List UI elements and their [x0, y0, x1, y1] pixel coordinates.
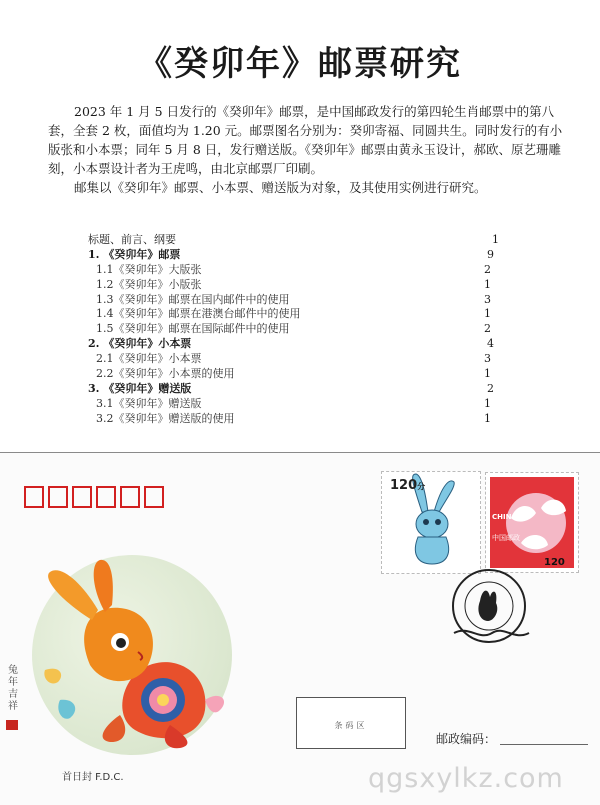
- zipcode-line: [500, 744, 588, 745]
- toc-label: 1.1《癸卯年》大版张: [96, 262, 202, 276]
- toc-page-count: 4: [487, 337, 494, 351]
- postcode-box: [24, 486, 44, 508]
- toc-page-count: 1: [484, 307, 491, 321]
- toc-page-count: 3: [484, 352, 491, 366]
- toc-page-count: 9: [487, 247, 494, 261]
- intro-paragraph-1: 2023 年 1 月 5 日发行的《癸卯年》邮票，是中国邮政发行的第四轮生肖邮票中的第八套，全套 2 枚，面值均为 1.20 元。邮票图名分别为：癸卯寄福、同圆共生。同时发行的有小版张和小本票；同年 5 月 8 日，发行赠送版。《癸卯年》邮票由黄永玉设计，郝欧、原艺珊雕刻，小本票设计者为王虎鸣，由北京邮票厂印刷。: [48, 104, 563, 176]
- toc-page-count: 1: [492, 233, 499, 246]
- toc-label: 标题、前言、纲要: [88, 233, 176, 246]
- toc-row: [88, 248, 508, 263]
- postmark-cancel: [444, 561, 534, 651]
- stamp2-country-cn: 中国邮政: [492, 534, 520, 542]
- toc-row: [88, 382, 508, 397]
- zipcode-label: 邮政编码：: [436, 732, 497, 746]
- toc-page-count: 2: [484, 322, 491, 336]
- toc-label: 1.4《癸卯年》邮票在港澳台邮件中的使用: [96, 307, 301, 321]
- stamp-red-rabbits: [485, 472, 579, 573]
- toc-page-count: 1: [484, 277, 491, 291]
- toc-label: 1.5《癸卯年》邮票在国际邮件中的使用: [96, 322, 290, 336]
- toc-row: [88, 293, 508, 308]
- toc-row: [88, 367, 508, 382]
- watermark: qgsxylkz.com: [368, 763, 564, 794]
- postcode-box: [72, 486, 92, 508]
- stamp1-value: 120分: [390, 478, 426, 493]
- toc-label: 3.1《癸卯年》赠送版: [96, 396, 202, 410]
- toc-row: [88, 278, 508, 293]
- toc-row: [88, 337, 508, 352]
- toc-label: 2.1《癸卯年》小本票: [96, 352, 202, 366]
- toc-row: [88, 307, 508, 322]
- fdc-label: 首日封 F.D.C.: [62, 772, 124, 783]
- postcode-box: [96, 486, 116, 508]
- postcode-box: [144, 486, 164, 508]
- toc-label: 1. 《癸卯年》邮票: [88, 247, 181, 261]
- toc-row: [88, 352, 508, 367]
- vertical-greeting: 兔年吉祥: [8, 665, 18, 712]
- red-seal: [6, 720, 18, 730]
- stamp2-country: CHINA: [492, 513, 517, 521]
- toc-page-count: 2: [487, 381, 494, 395]
- toc-page-count: 3: [484, 292, 491, 306]
- stamp2-value: 120: [544, 557, 565, 568]
- postcode-box: [120, 486, 140, 508]
- barcode-area: [296, 697, 406, 749]
- toc-page-count: 2: [484, 262, 491, 276]
- rabbit-illustration: [20, 550, 235, 755]
- postcode-box: [48, 486, 68, 508]
- toc-row: [88, 397, 508, 412]
- toc-row: [88, 412, 508, 427]
- intro-paragraph-2: 邮集以《癸卯年》邮票、小本票、赠送版为对象，及其使用实例进行研究。: [74, 180, 487, 195]
- toc-page-count: 1: [484, 367, 491, 381]
- toc-label: 1.3《癸卯年》邮票在国内邮件中的使用: [96, 292, 290, 306]
- toc-row: [88, 263, 508, 278]
- rabbit-body: [44, 560, 224, 748]
- postcode-boxes: [24, 486, 164, 508]
- intro-text: [48, 102, 564, 197]
- toc-label: 1.2《癸卯年》小版张: [96, 277, 202, 291]
- barcode-label: 条码区: [334, 721, 368, 730]
- page-title: 《癸卯年》邮票研究: [138, 44, 462, 84]
- toc-label: 2.2《癸卯年》小本票的使用: [96, 367, 235, 381]
- stamp-blue-rabbit: [381, 471, 481, 574]
- toc-page-count: 1: [484, 411, 491, 425]
- table-of-contents: [88, 233, 508, 427]
- toc-label: 2. 《癸卯年》小本票: [88, 337, 192, 351]
- toc-row: [88, 322, 508, 337]
- toc-page-count: 1: [484, 396, 491, 410]
- toc-label: 3.2《癸卯年》赠送版的使用: [96, 411, 235, 425]
- toc-label: 3. 《癸卯年》赠送版: [88, 381, 192, 395]
- toc-row: [88, 233, 508, 248]
